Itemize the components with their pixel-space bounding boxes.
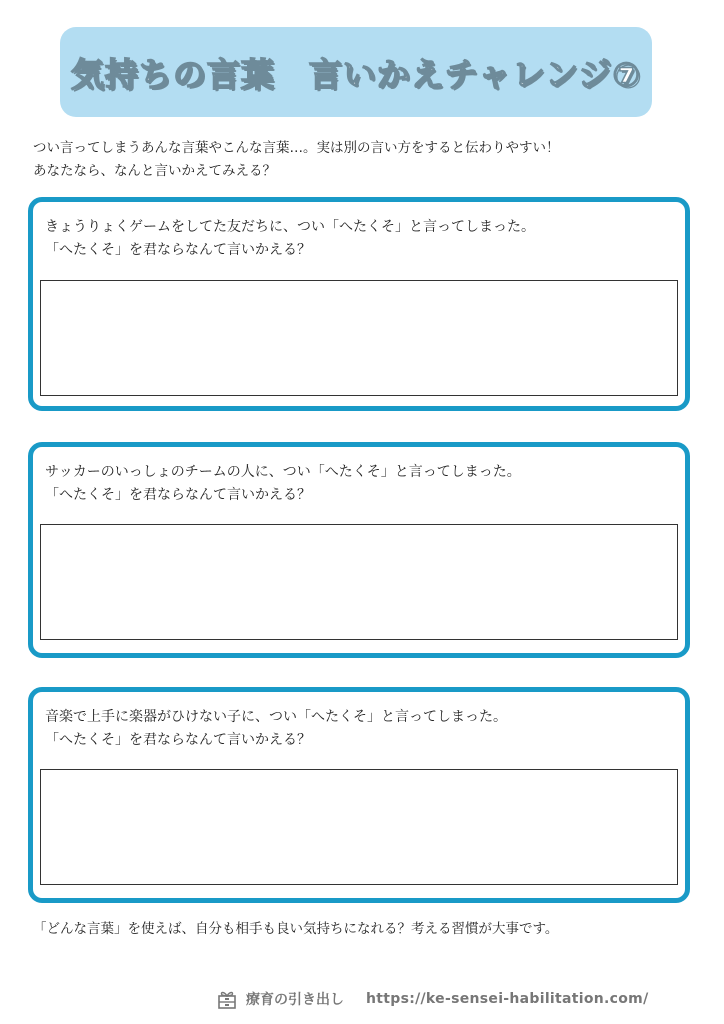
footer-brand: 療育の引き出し — [246, 992, 344, 1008]
question-card-2 — [28, 442, 690, 658]
question-line-2: 「へたくそ」を君ならなんて言いかえる？ — [45, 732, 311, 748]
question-card-1 — [28, 197, 690, 411]
question-line-1: 音楽で上手に楽器がひけない子に、つい「へたくそ」と言ってしまった。 — [45, 709, 507, 725]
title-banner — [60, 27, 652, 117]
gift-drawer-icon — [216, 988, 238, 1010]
closing-text: 「どんな言葉」を使えば、自分も相手も良い気持ちになれる？考える習慣が大事です。 — [33, 921, 559, 937]
question-prompt — [45, 706, 675, 752]
question-line-2: 「へたくそ」を君ならなんて言いかえる？ — [45, 487, 311, 503]
intro-line-1: つい言ってしまうあんな言葉やこんな言葉…。実は別の言い方をすると伝わりやすい！ — [33, 140, 560, 156]
footer — [216, 986, 649, 1012]
question-line-1: きょうりょくゲームをしてた友だちに、つい「へたくそ」と言ってしまった。 — [45, 219, 535, 235]
answer-box-3[interactable] — [40, 769, 678, 885]
answer-box-1[interactable] — [40, 280, 678, 396]
page-title: 気持ちの言葉 言いかえチャレンジ⑦ — [70, 54, 642, 94]
question-line-1: サッカーのいっしょのチームの人に、つい「へたくそ」と言ってしまった。 — [45, 464, 521, 480]
answer-box-2[interactable] — [40, 524, 678, 640]
question-card-3 — [28, 687, 690, 903]
question-line-2: 「へたくそ」を君ならなんて言いかえる？ — [45, 242, 311, 258]
footer-url-link[interactable]: https://ke-sensei-habilitation.com/ — [366, 991, 649, 1007]
question-prompt — [45, 461, 675, 507]
intro-line-2: あなたなら、なんと言いかえてみえる？ — [33, 163, 276, 179]
intro-text — [33, 137, 703, 183]
question-prompt — [45, 216, 675, 262]
